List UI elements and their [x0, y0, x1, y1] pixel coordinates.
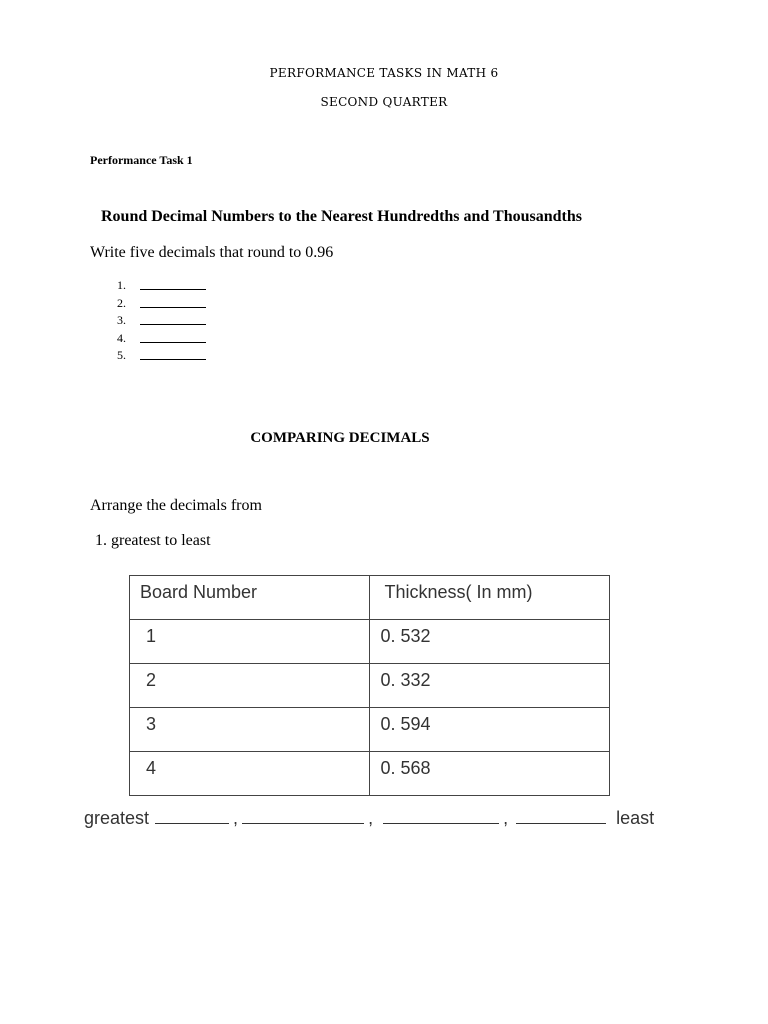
board-number-cell: 2: [130, 664, 370, 708]
column-header-thickness: Thickness( In mm): [370, 576, 610, 620]
table-header-row: [130, 576, 610, 620]
greatest-label: greatest: [84, 808, 150, 828]
answer-blank[interactable]: [140, 295, 206, 308]
list-item: [117, 330, 206, 348]
board-number-cell: 4: [130, 752, 370, 796]
task1-heading: Round Decimal Numbers to the Nearest Hundredths and Thousandths: [101, 208, 582, 225]
section2-heading: COMPARING DECIMALS: [250, 430, 430, 446]
answer-blank[interactable]: [140, 277, 206, 290]
item-number: 5.: [117, 348, 126, 363]
comma-separator: ,: [503, 808, 509, 828]
order-answer-line: [84, 807, 654, 829]
task1-instruction: Write five decimals that round to 0.96: [90, 244, 334, 261]
table-row: [130, 752, 610, 796]
item-number: 3.: [117, 313, 126, 328]
table-row: [130, 708, 610, 752]
answer-blank[interactable]: [140, 347, 206, 360]
board-number-cell: 3: [130, 708, 370, 752]
answer-blank-list: [117, 277, 206, 365]
table-row: [130, 620, 610, 664]
item-number: 1.: [117, 278, 126, 292]
thickness-cell: 0. 568: [370, 752, 610, 796]
board-number-cell: 1: [130, 620, 370, 664]
answer-blank[interactable]: [140, 312, 206, 325]
board-thickness-table: [129, 575, 610, 796]
section2-sub-instruction: 1. greatest to least: [95, 532, 211, 549]
list-item: [117, 347, 206, 365]
item-number: 4.: [117, 330, 126, 345]
item-number: 2.: [117, 295, 126, 310]
list-item: [117, 312, 206, 330]
answer-blank[interactable]: [383, 807, 499, 824]
list-item: [117, 277, 206, 295]
answer-blank[interactable]: [140, 330, 206, 343]
document-title: PERFORMANCE TASKS IN MATH 6: [269, 66, 499, 80]
column-header-board-number: Board Number: [130, 576, 370, 620]
answer-blank[interactable]: [242, 807, 364, 824]
thickness-cell: 0. 532: [370, 620, 610, 664]
comma-separator: ,: [368, 808, 374, 828]
task-label: Performance Task 1: [90, 153, 193, 167]
thickness-cell: 0. 332: [370, 664, 610, 708]
list-item: [117, 295, 206, 313]
section2-instruction: Arrange the decimals from: [90, 497, 262, 514]
comma-separator: ,: [233, 808, 239, 828]
answer-blank[interactable]: [516, 807, 606, 824]
table-row: [130, 664, 610, 708]
answer-blank[interactable]: [155, 807, 229, 824]
least-label: least: [616, 808, 655, 828]
thickness-cell: 0. 594: [370, 708, 610, 752]
document-subtitle: SECOND QUARTER: [320, 95, 448, 109]
